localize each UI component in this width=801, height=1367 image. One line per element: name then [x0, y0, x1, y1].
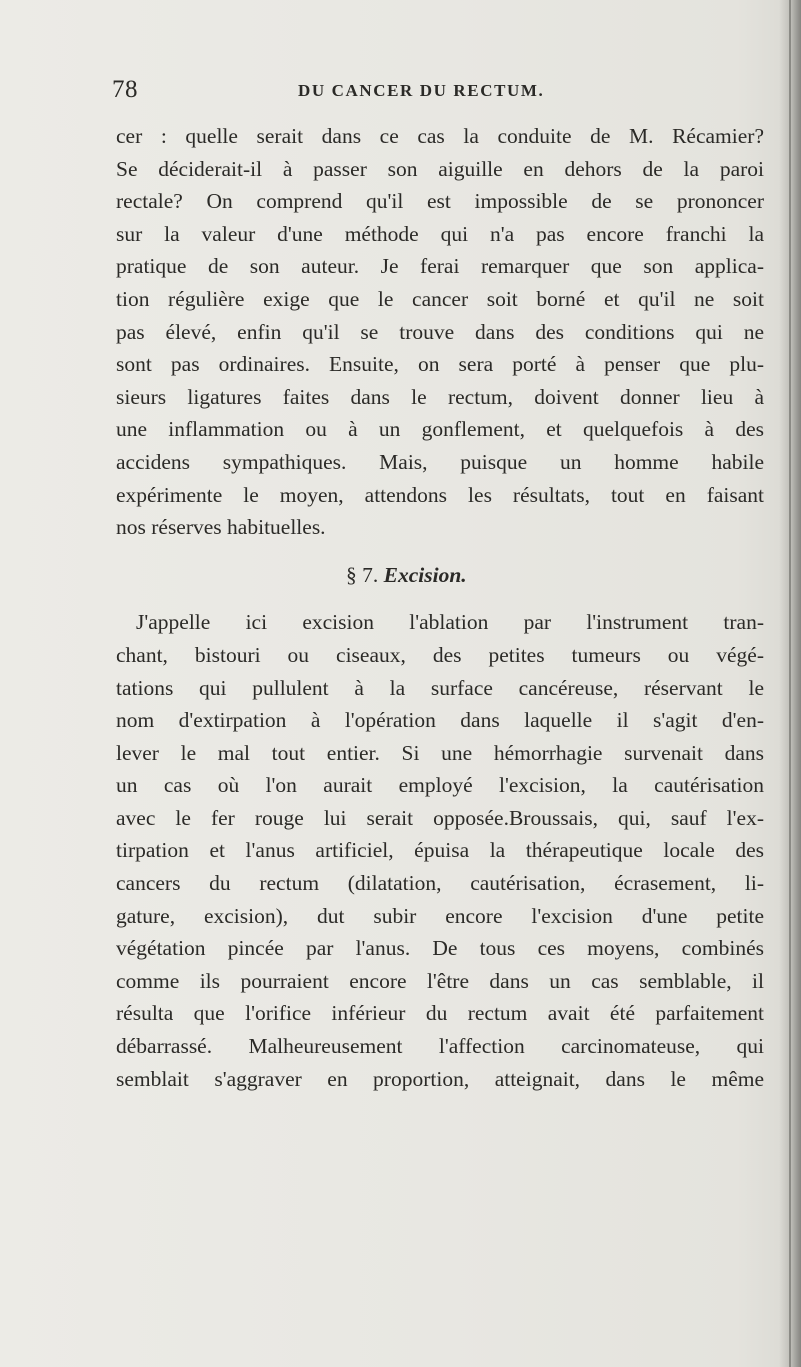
text-line: tirpation et l'anus artificiel, épuisa la thérapeutique locale des: [116, 838, 764, 863]
text-line: lever le mal tout entier. Si une hémorrhagie survenait dans: [116, 740, 764, 765]
paragraph-1: [116, 120, 764, 544]
text-line: tion régulière exige que le cancer soit borné et qu'il ne soit: [116, 286, 764, 311]
page-header: [0, 76, 801, 106]
paragraph-2: [116, 606, 764, 1095]
text-line: pratique de son auteur. Je ferai remarquer que son applica-: [116, 254, 764, 279]
text-line: sont pas ordinaires. Ensuite, on sera porté à penser que plu-: [116, 352, 764, 377]
section-heading: [116, 559, 764, 592]
text-line: chant, bistouri ou ciseaux, des petites tumeurs ou végé-: [116, 642, 764, 667]
text-line: une inflammation ou à un gonflement, et quelquefois à des: [116, 417, 764, 442]
text-line: sur la valeur d'une méthode qui n'a pas encore franchi la: [116, 221, 764, 246]
text-line: gature, excision), dut subir encore l'excision d'une petite: [116, 903, 764, 928]
text-line: Se déciderait-il à passer son aiguille en dehors de la paroi: [116, 156, 764, 181]
text-line: expérimente le moyen, attendons les résultats, tout en faisant: [116, 482, 764, 507]
body-text: [116, 120, 764, 1095]
text-line: un cas où l'on aurait employé l'excision, la cautérisation: [116, 773, 764, 798]
text-line: J'appelle ici excision l'ablation par l'instrument tran-: [136, 610, 764, 635]
text-line: débarrassé. Malheureusement l'affection carcinomateuse, qui: [116, 1034, 764, 1059]
text-line: nom d'extirpation à l'opération dans laquelle il s'agit d'en-: [116, 708, 764, 733]
section-number: § 7.: [346, 562, 379, 587]
text-line: tations qui pullulent à la surface cancéreuse, réservant le: [116, 675, 764, 700]
text-line: nos réserves habituelles.: [116, 515, 326, 540]
page-number: 78: [112, 76, 138, 103]
text-line: cancers du rectum (dilatation, cautérisation, écrasement, li-: [116, 871, 764, 896]
running-head: DU CANCER DU RECTUM.: [298, 81, 545, 100]
text-line: comme ils pourraient encore l'être dans un cas semblable, il: [116, 968, 764, 993]
section-title: Excision.: [383, 562, 467, 587]
text-line: pas élevé, enfin qu'il se trouve dans des conditions qui ne: [116, 319, 764, 344]
text-line: sieurs ligatures faites dans le rectum, doivent donner lieu à: [116, 384, 764, 409]
text-line: accidens sympathiques. Mais, puisque un homme habile: [116, 449, 764, 474]
text-line: avec le fer rouge lui serait opposée.Broussais, qui, sauf l'ex-: [116, 805, 764, 830]
text-line: cer : quelle serait dans ce cas la conduite de M. Récamier?: [116, 124, 764, 148]
text-line: résulta que l'orifice inférieur du rectum avait été parfaitement: [116, 1001, 764, 1026]
text-line: semblait s'aggraver en proportion, atteignait, dans le même: [116, 1066, 764, 1091]
text-line: végétation pincée par l'anus. De tous ces moyens, combinés: [116, 936, 764, 961]
page-edge-line: [789, 0, 791, 1367]
text-line: rectale? On comprend qu'il est impossible de se prononcer: [116, 189, 764, 214]
